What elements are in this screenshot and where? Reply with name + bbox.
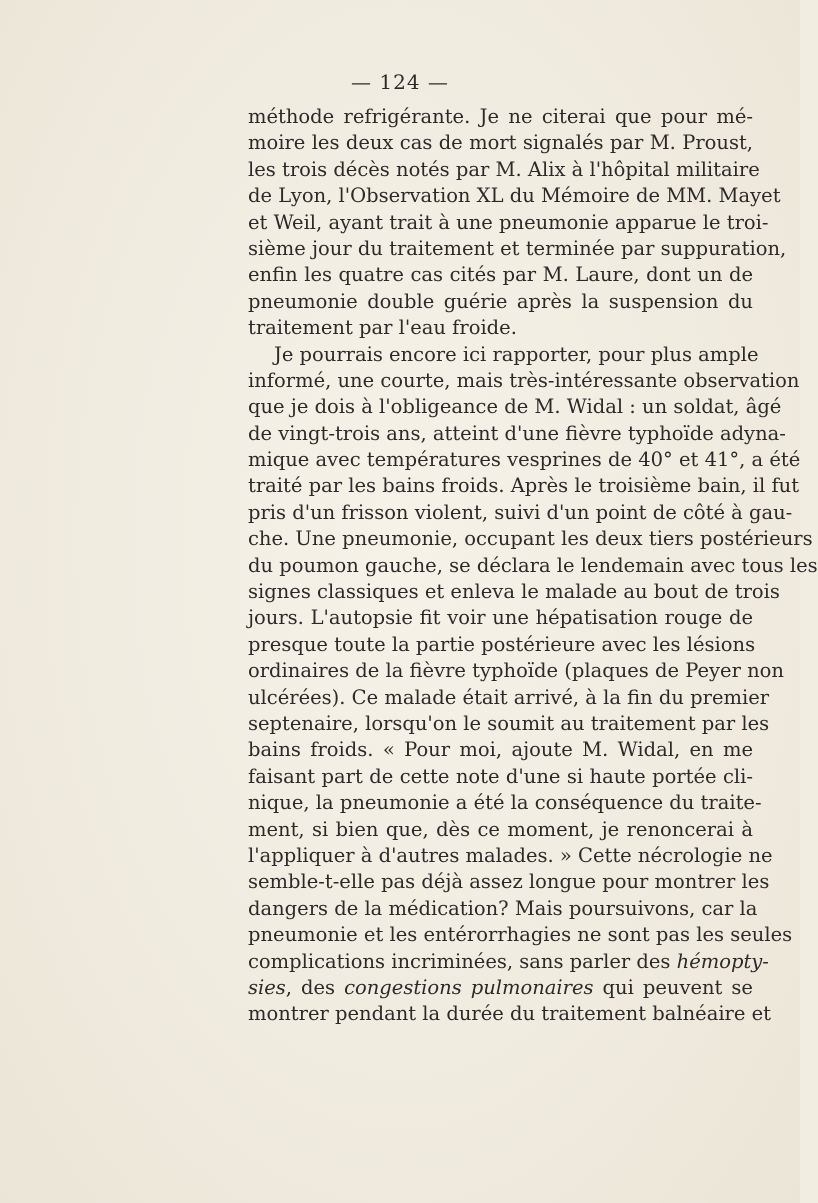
italic-congestions: congestions pulmonaires xyxy=(344,975,594,999)
text-line-31: dangers de la médication? Mais poursuivons, car la xyxy=(248,896,758,920)
text-line-4: de Lyon, l'Observation XL du Mémoire de MM. Mayet xyxy=(248,184,781,208)
text-line-34-post: qui peuvent se xyxy=(593,975,753,999)
text-line-12: que je dois à l'obligeance de M. Widal : un soldat, âgé xyxy=(248,395,782,419)
text-line-26: faisant part de cette note d'une si haute portée cli- xyxy=(248,764,753,788)
page-number: — 124 — xyxy=(351,70,449,94)
text-line-19: signes classiques et enleva le malade au bout de trois xyxy=(248,580,780,604)
text-line-21: presque toute la partie postérieure avec les lésions xyxy=(248,632,756,656)
text-line-35: montrer pendant la durée du traitement balnéaire et xyxy=(248,1002,771,1026)
text-line-5: et Weil, ayant trait à une pneumonie apparue le troi- xyxy=(248,210,769,234)
italic-sies: sies xyxy=(248,975,286,999)
text-line-17: che. Une pneumonie, occupant les deux tiers postérieurs xyxy=(248,527,813,551)
text-line-14: mique avec températures vesprines de 40° et 41°, a été xyxy=(248,448,801,472)
text-line-22: ordinaires de la fièvre typhoïde (plaques de Peyer non xyxy=(248,659,784,683)
text-line-33 xyxy=(248,949,769,975)
text-line-29: l'appliquer à d'autres malades. » Cette nécrologie ne xyxy=(248,843,773,867)
text-line-20: jours. L'autopsie fit voir une hépatisation rouge de xyxy=(248,606,753,630)
text-line-10: Je pourrais encore ici rapporter, pour plus ample xyxy=(274,342,759,366)
text-line-30: semble-t-elle pas déjà assez longue pour montrer les xyxy=(248,870,770,894)
text-line-2: moire les deux cas de mort signalés par M. Proust, xyxy=(248,131,753,155)
text-line-16: pris d'un frisson violent, suivi d'un point de côté à gau- xyxy=(248,500,793,524)
text-line-24: septenaire, lorsqu'on le soumit au traitement par les xyxy=(248,711,770,735)
text-line-8: pneumonie double guérie après la suspension du xyxy=(248,289,753,313)
text-line-3: les trois décès notés par M. Alix à l'hôpital militaire xyxy=(248,157,760,181)
text-line-6: sième jour du traitement et terminée par suppuration, xyxy=(248,236,787,260)
text-line-27: nique, la pneumonie a été la conséquence du traite- xyxy=(248,791,762,815)
text-line-15: traité par les bains froids. Après le troisième bain, il fut xyxy=(248,474,800,498)
text-line-32: pneumonie et les entérorrhagies ne sont pas les seules xyxy=(248,923,793,947)
text-line-25: bains froids. « Pour moi, ajoute M. Widal, en me xyxy=(248,738,753,762)
text-line-18: du poumon gauche, se déclara le lendemain avec tous les xyxy=(248,553,818,577)
text-line-7: enfin les quatre cas cités par M. Laure, dont un de xyxy=(248,263,753,287)
text-line-9: traitement par l'eau froide. xyxy=(248,316,517,340)
text-line-23: ulcérées). Ce malade était arrivé, à la fin du premier xyxy=(248,685,770,709)
text-line-34-pre: , des xyxy=(285,975,345,999)
text-line-13: de vingt-trois ans, atteint d'une fièvre typhoïde adyna- xyxy=(248,421,786,445)
text-line-1: méthode refrigérante. Je ne citerai que pour mé- xyxy=(248,105,753,128)
text-line-33-pre: complications incriminées, sans parler des xyxy=(248,949,677,973)
italic-hemopty: hémopty- xyxy=(676,949,769,973)
text-line-11: informé, une courte, mais très-intéressante observation xyxy=(248,368,800,392)
text-line-34 xyxy=(248,975,753,1001)
body-text xyxy=(248,104,818,1028)
text-line-28: ment, si bien que, dès ce moment, je renoncerai à xyxy=(248,817,753,841)
